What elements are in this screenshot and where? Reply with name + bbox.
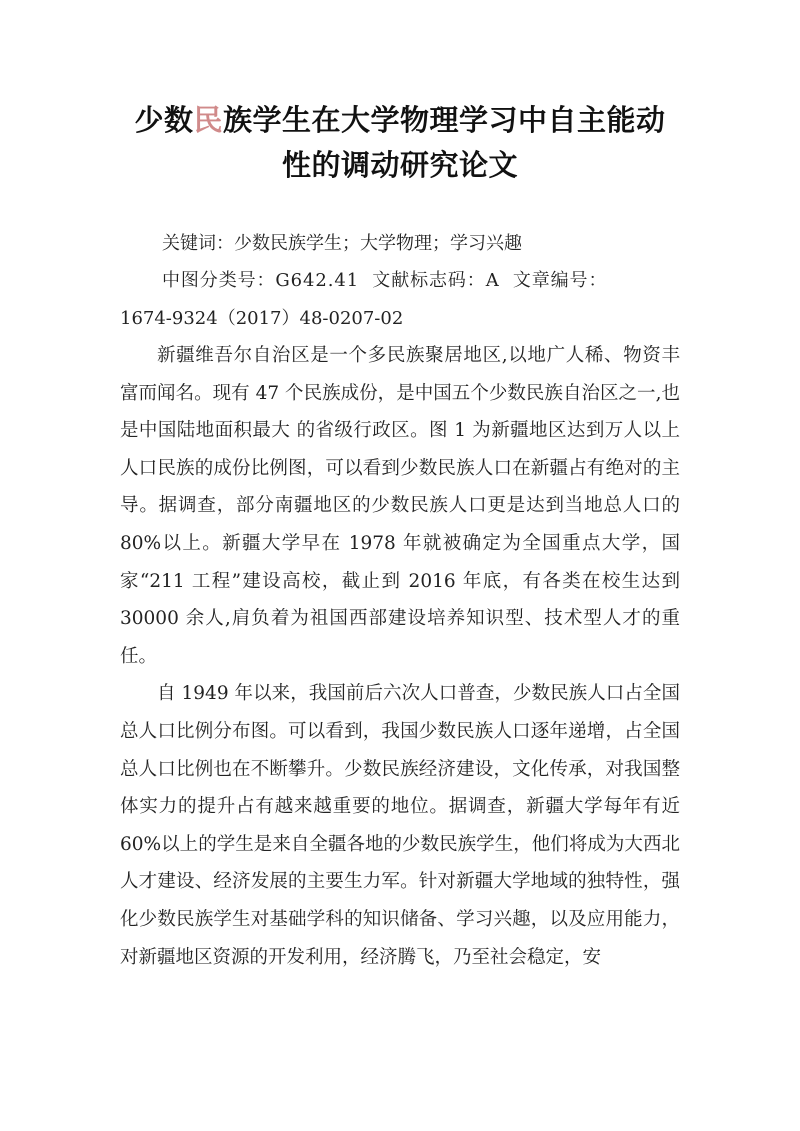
title-line-2: 性的调动研究论文: [281, 148, 518, 182]
paper-title: [100, 98, 700, 188]
title-text: 少数: [134, 103, 194, 137]
keywords-line: 关键词：少数民族学生；大学物理；学习兴趣: [162, 233, 522, 254]
classification-line: 中图分类号：G642.41 文献标志码：A 文章编号：: [162, 270, 608, 291]
title-text: 族学生在大学物理学习中自主能动: [223, 103, 666, 137]
article-number-line: 1674-9324（2017）48-0207-02: [120, 308, 404, 329]
title-line-1: [100, 98, 700, 143]
paragraph: 自 1949 年以来，我国前后六次人口普查，少数民族人口占全国总人口比例分布图。可以看到，我国少数民族人口逐年递增，占全国总人口比例也在不断攀升。少数民族经济建设，文化传承，对我国整体实力的提升占有越来越重要的地位。据调查，新疆大学每年有近 60%以上的学生是来自全疆各地的少数民族学生，他们将成为大西北人才建设、经济发展的主要生力军。针对新疆大学地域的独特性，强化少数民族学生对基础学科的知识储备、学习兴趣，以及应用能力，对新疆地区资源的开发利用，经济腾飞，乃至社会稳定，安: [120, 683, 680, 968]
title-highlight-char: 民: [193, 103, 223, 137]
body-text: [120, 337, 680, 976]
paragraph: 新疆维吾尔自治区是一个多民族聚居地区,以地广人稀、物资丰富而闻名。现有 47 个民族成份，是中国五个少数民族自治区之一,也是中国陆地面积最大 的省级行政区。图 1 为新疆地区达到万人以上人口民族的成份比例图，可以看到少数民族人口在新疆占有绝对的主导。据调查，部分南疆地区的少数民族人口更是达到当地总人口的 80%以上。新疆大学早在 1978 年就被确定为全国重点大学，国家“211 工程”建设高校，截止到 2016 年底，有各类在校生达到 30000 余人,肩负着为祖国西部建设培养知识型、技术型人才的重任。: [120, 345, 680, 667]
